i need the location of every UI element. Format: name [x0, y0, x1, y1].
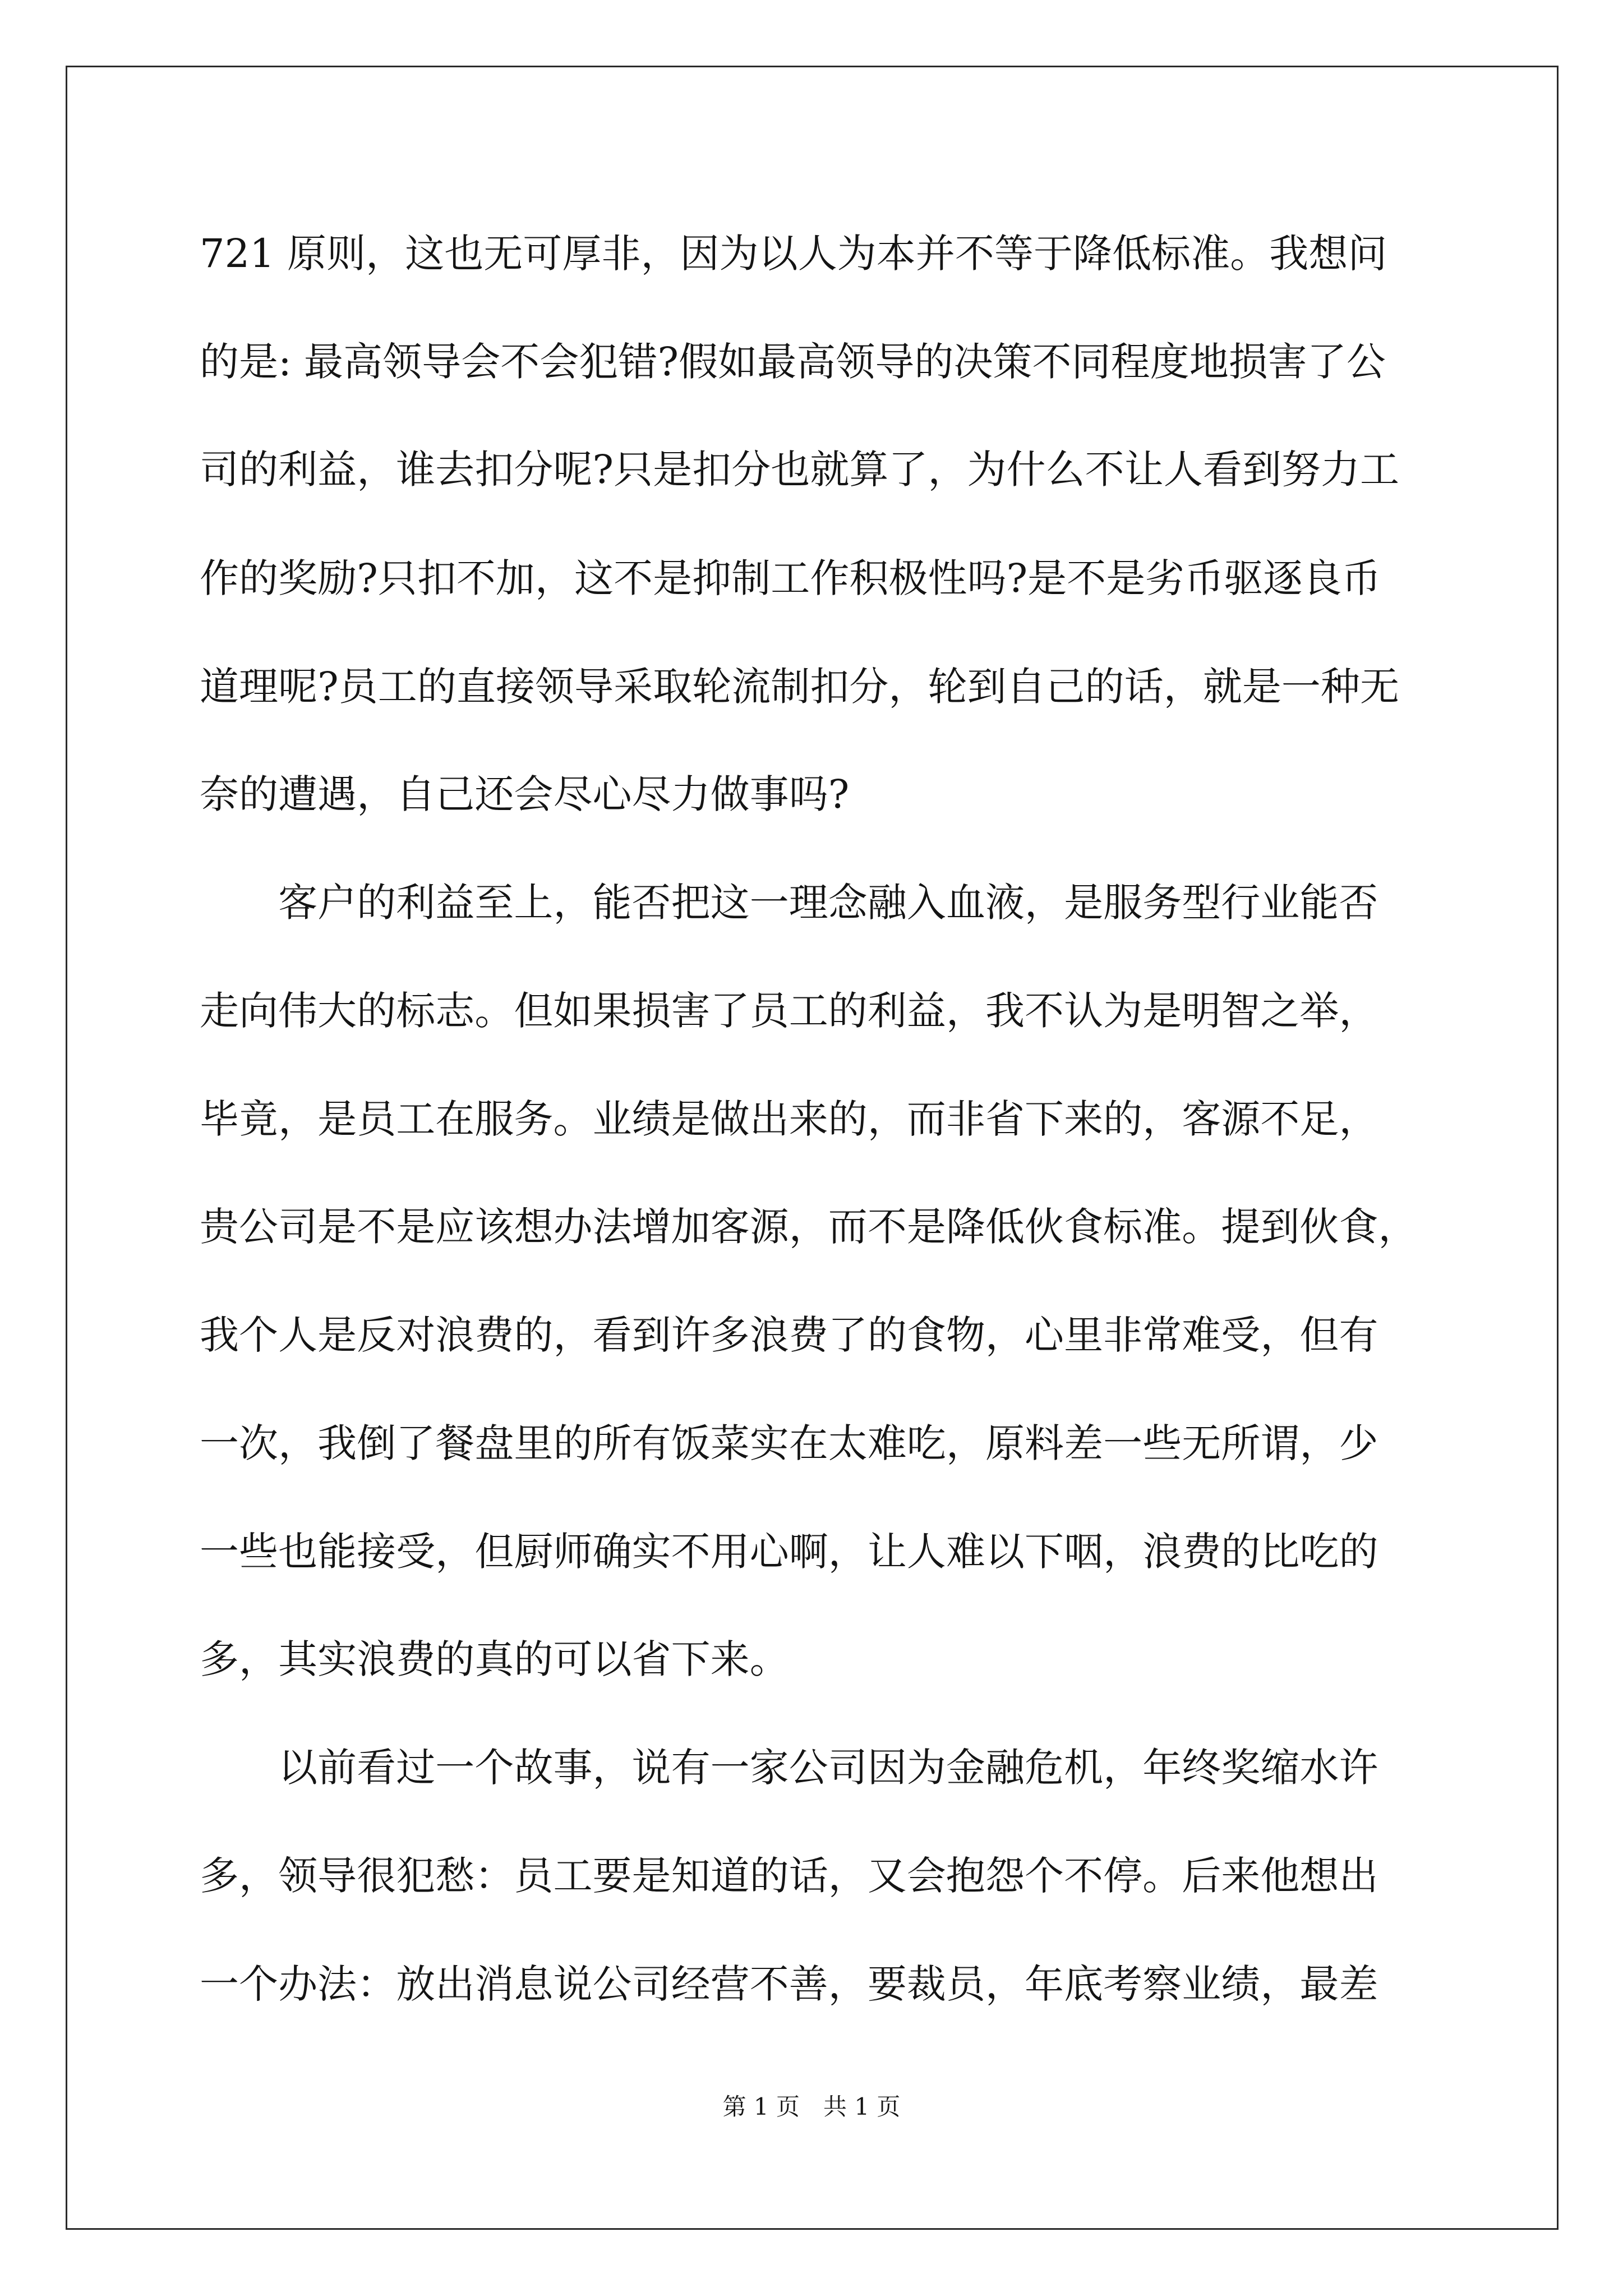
text-line: 以前看过一个故事，说有一家公司因为金融危机，年终奖缩水许	[200, 1745, 1378, 1791]
text-line: 多，领导很犯愁：员工要是知道的话，又会抱怨个不停。后来他想出	[200, 1853, 1378, 1899]
text-line: 奈的遭遇，自己还会尽心尽力做事吗?	[200, 771, 850, 817]
text-line: 毕竟，是员工在服务。业绩是做出来的，而非省下来的，客源不足，	[200, 1096, 1378, 1142]
text-line: 道理呢?员工的直接领导采取轮流制扣分，轮到自己的话，就是一种无	[200, 664, 1400, 710]
text-line: 一个办法：放出消息说公司经营不善，要裁员，年底考察业绩，最差	[200, 1961, 1378, 2007]
text-line: 多，其实浪费的真的可以省下来。	[200, 1636, 789, 1682]
text-line: 我个人是反对浪费的，看到许多浪费了的食物，心里非常难受，但有	[200, 1312, 1378, 1358]
text-line: 一些也能接受，但厨师确实不用心啊，让人难以下咽，浪费的比吃的	[200, 1529, 1378, 1575]
text-line: 的是: 最高领导会不会犯错?假如最高领导的决策不同程度地损害了公	[200, 339, 1386, 385]
text-line: 贵公司是不是应该想办法增加客源，而不是降低伙食标准。提到伙食，	[200, 1204, 1418, 1250]
text-line: 一次，我倒了餐盘里的所有饭菜实在太难吃，原料差一些无所谓，少	[200, 1420, 1378, 1466]
text-line: 走向伟大的标志。但如果损害了员工的利益，我不认为是明智之举，	[200, 988, 1378, 1034]
page-border	[66, 66, 1559, 2230]
text-line: 作的奖励?只扣不加，这不是抑制工作积极性吗?是不是劣币驱逐良币	[200, 555, 1381, 601]
page-number-footer: 第 1 页 共 1 页	[722, 2093, 901, 2120]
text-line: 司的利益，谁去扣分呢?只是扣分也就算了，为什么不让人看到努力工	[200, 447, 1400, 493]
text-line: 客户的利益至上，能否把这一理念融入血液，是服务型行业能否	[200, 880, 1378, 926]
text-line: 721 原则，这也无可厚非，因为以人为本并不等于降低标准。我想问	[200, 231, 1387, 277]
